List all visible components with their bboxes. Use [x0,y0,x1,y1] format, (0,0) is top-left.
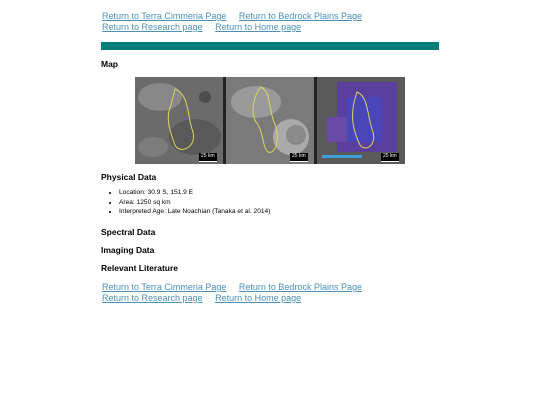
scale-bar-1: 25 km [199,153,217,162]
map-panel-grayscale [135,77,223,164]
list-item-age: • Interpreted Age: Late Noachian (Tanaka et al. 2014) [119,207,270,217]
accent-divider [101,42,439,50]
bottom-nav-row-2 [102,293,311,303]
link-terra-cimmeria-top[interactable]: Return to Terra Cimmeria Page [102,11,227,21]
link-research-top[interactable]: Return to Research page [102,22,203,32]
heading-physical-data: Physical Data [101,172,157,182]
bottom-nav-row-1 [102,282,372,292]
heading-map: Map [101,59,118,69]
list-item-area: • Area: 1250 sq km [119,198,270,208]
link-research-bottom[interactable]: Return to Research page [102,293,203,303]
link-bedrock-plains-bottom[interactable]: Return to Bedrock Plains Page [238,282,362,292]
scale-bar-2: 25 km [290,153,308,162]
link-home-top[interactable]: Return to Home page [215,22,302,32]
list-item-location: • Location: 30.9 S, 151.9 E [119,188,270,198]
heading-relevant-literature: Relevant Literature [101,263,178,273]
link-terra-cimmeria-bottom[interactable]: Return to Terra Cimmeria Page [102,282,227,292]
map-panel-hillshade [226,77,314,164]
physical-data-list [101,188,270,217]
heading-spectral-data: Spectral Data [101,227,156,237]
link-home-bottom[interactable]: Return to Home page [215,293,302,303]
top-nav-row-2 [102,22,311,32]
map-panel-spectral [317,77,405,164]
map-image [135,77,405,164]
heading-imaging-data: Imaging Data [101,245,155,255]
link-bedrock-plains-top[interactable]: Return to Bedrock Plains Page [238,11,362,21]
scale-bar-3: 25 km [381,153,399,162]
top-nav-row-1 [102,11,372,21]
